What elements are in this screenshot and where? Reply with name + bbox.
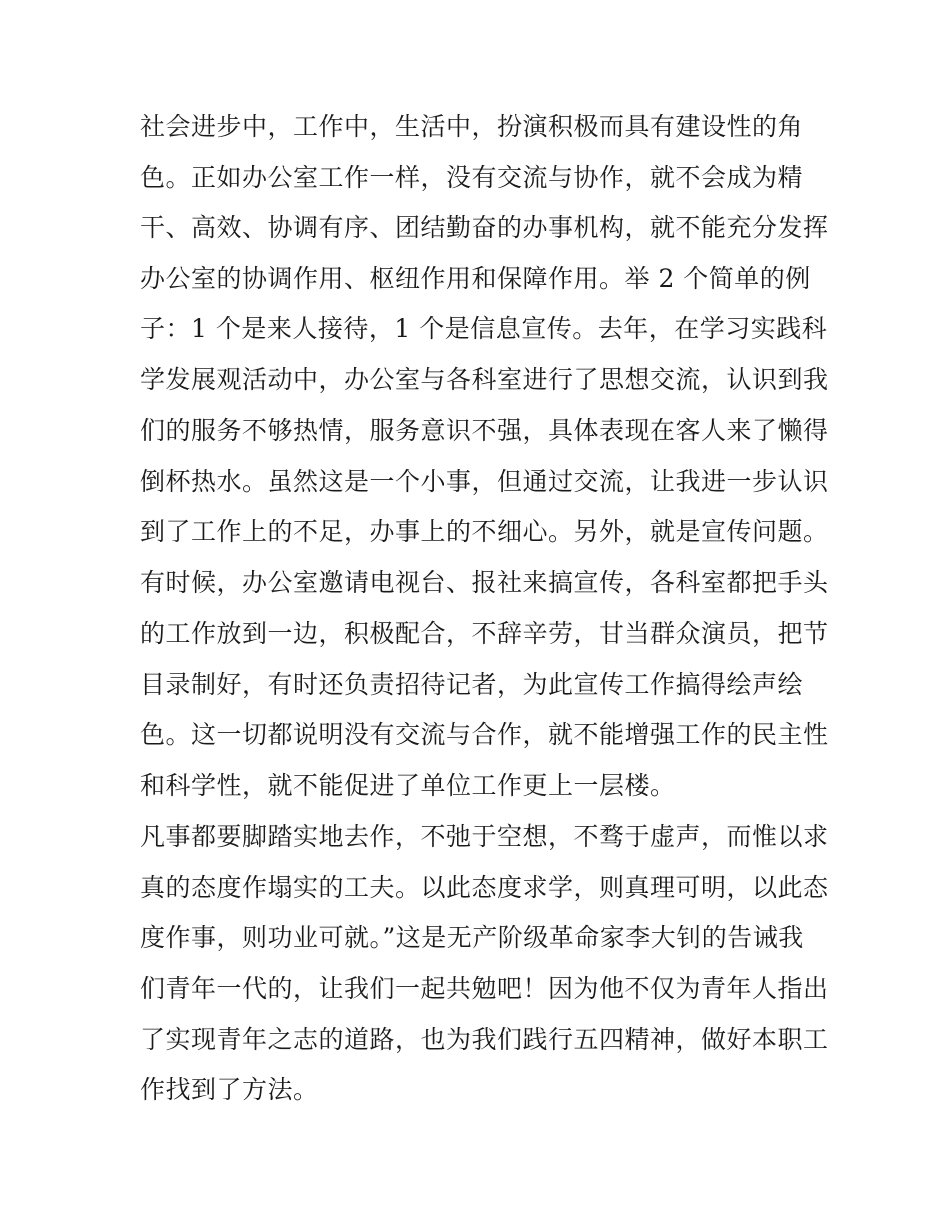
text-line: 了实现青年之志的道路，也为我们践行五四精神，做好本职工 (140, 1025, 829, 1054)
text-line: 作找到了方法。 (140, 1075, 319, 1104)
text-line: 们的服务不够热情，服务意识不强，具体表现在客人来了懒得 (140, 416, 829, 445)
text-line: 倒杯热水。虽然这是一个小事，但通过交流，让我进一步认识 (140, 467, 829, 496)
text-line: 目录制好，有时还负责招待记者，为此宣传工作搞得绘声绘 (140, 670, 804, 699)
text-line: 色。正如办公室工作一样，没有交流与协作，就不会成为精 (140, 163, 804, 192)
text-line: 办公室的协调作用、枢纽作用和保障作用。举 2 个简单的例 (140, 264, 811, 293)
text-line: 干、高效、协调有序、团结勤奋的办事机构，就不能充分发挥 (140, 213, 829, 242)
text-line: 学发展观活动中，办公室与各科室进行了思想交流，认识到我 (140, 365, 829, 394)
text-line: 有时候，办公室邀请电视台、报社来搞宣传，各科室都把手头 (140, 568, 829, 597)
text-line: 的工作放到一边，积极配合，不辞辛劳，甘当群众演员，把节 (140, 619, 829, 648)
text-line: 度作事，则功业可就。”这是无产阶级革命家李大钊的告诫我 (140, 923, 804, 952)
text-line: 社会进步中，工作中，生活中，扮演积极而具有建设性的角 (140, 112, 804, 141)
text-line: 们青年一代的，让我们一起共勉吧！因为他不仅为青年人指出 (140, 974, 829, 1003)
text-line: 到了工作上的不足，办事上的不细心。另外，就是宣传问题。 (140, 517, 829, 546)
text-line: 凡事都要脚踏实地去作，不弛于空想，不骛于虚声，而惟以求 (140, 822, 829, 851)
text-line: 色。这一切都说明没有交流与合作，就不能增强工作的民主性 (140, 720, 829, 749)
text-line: 真的态度作塌实的工夫。以此态度求学，则真理可明，以此态 (140, 873, 829, 902)
text-line: 子：1 个是来人接待，1 个是信息宣传。去年，在学习实践科 (140, 314, 828, 343)
text-line: 和科学性，就不能促进了单位工作更上一层楼。 (140, 771, 676, 800)
